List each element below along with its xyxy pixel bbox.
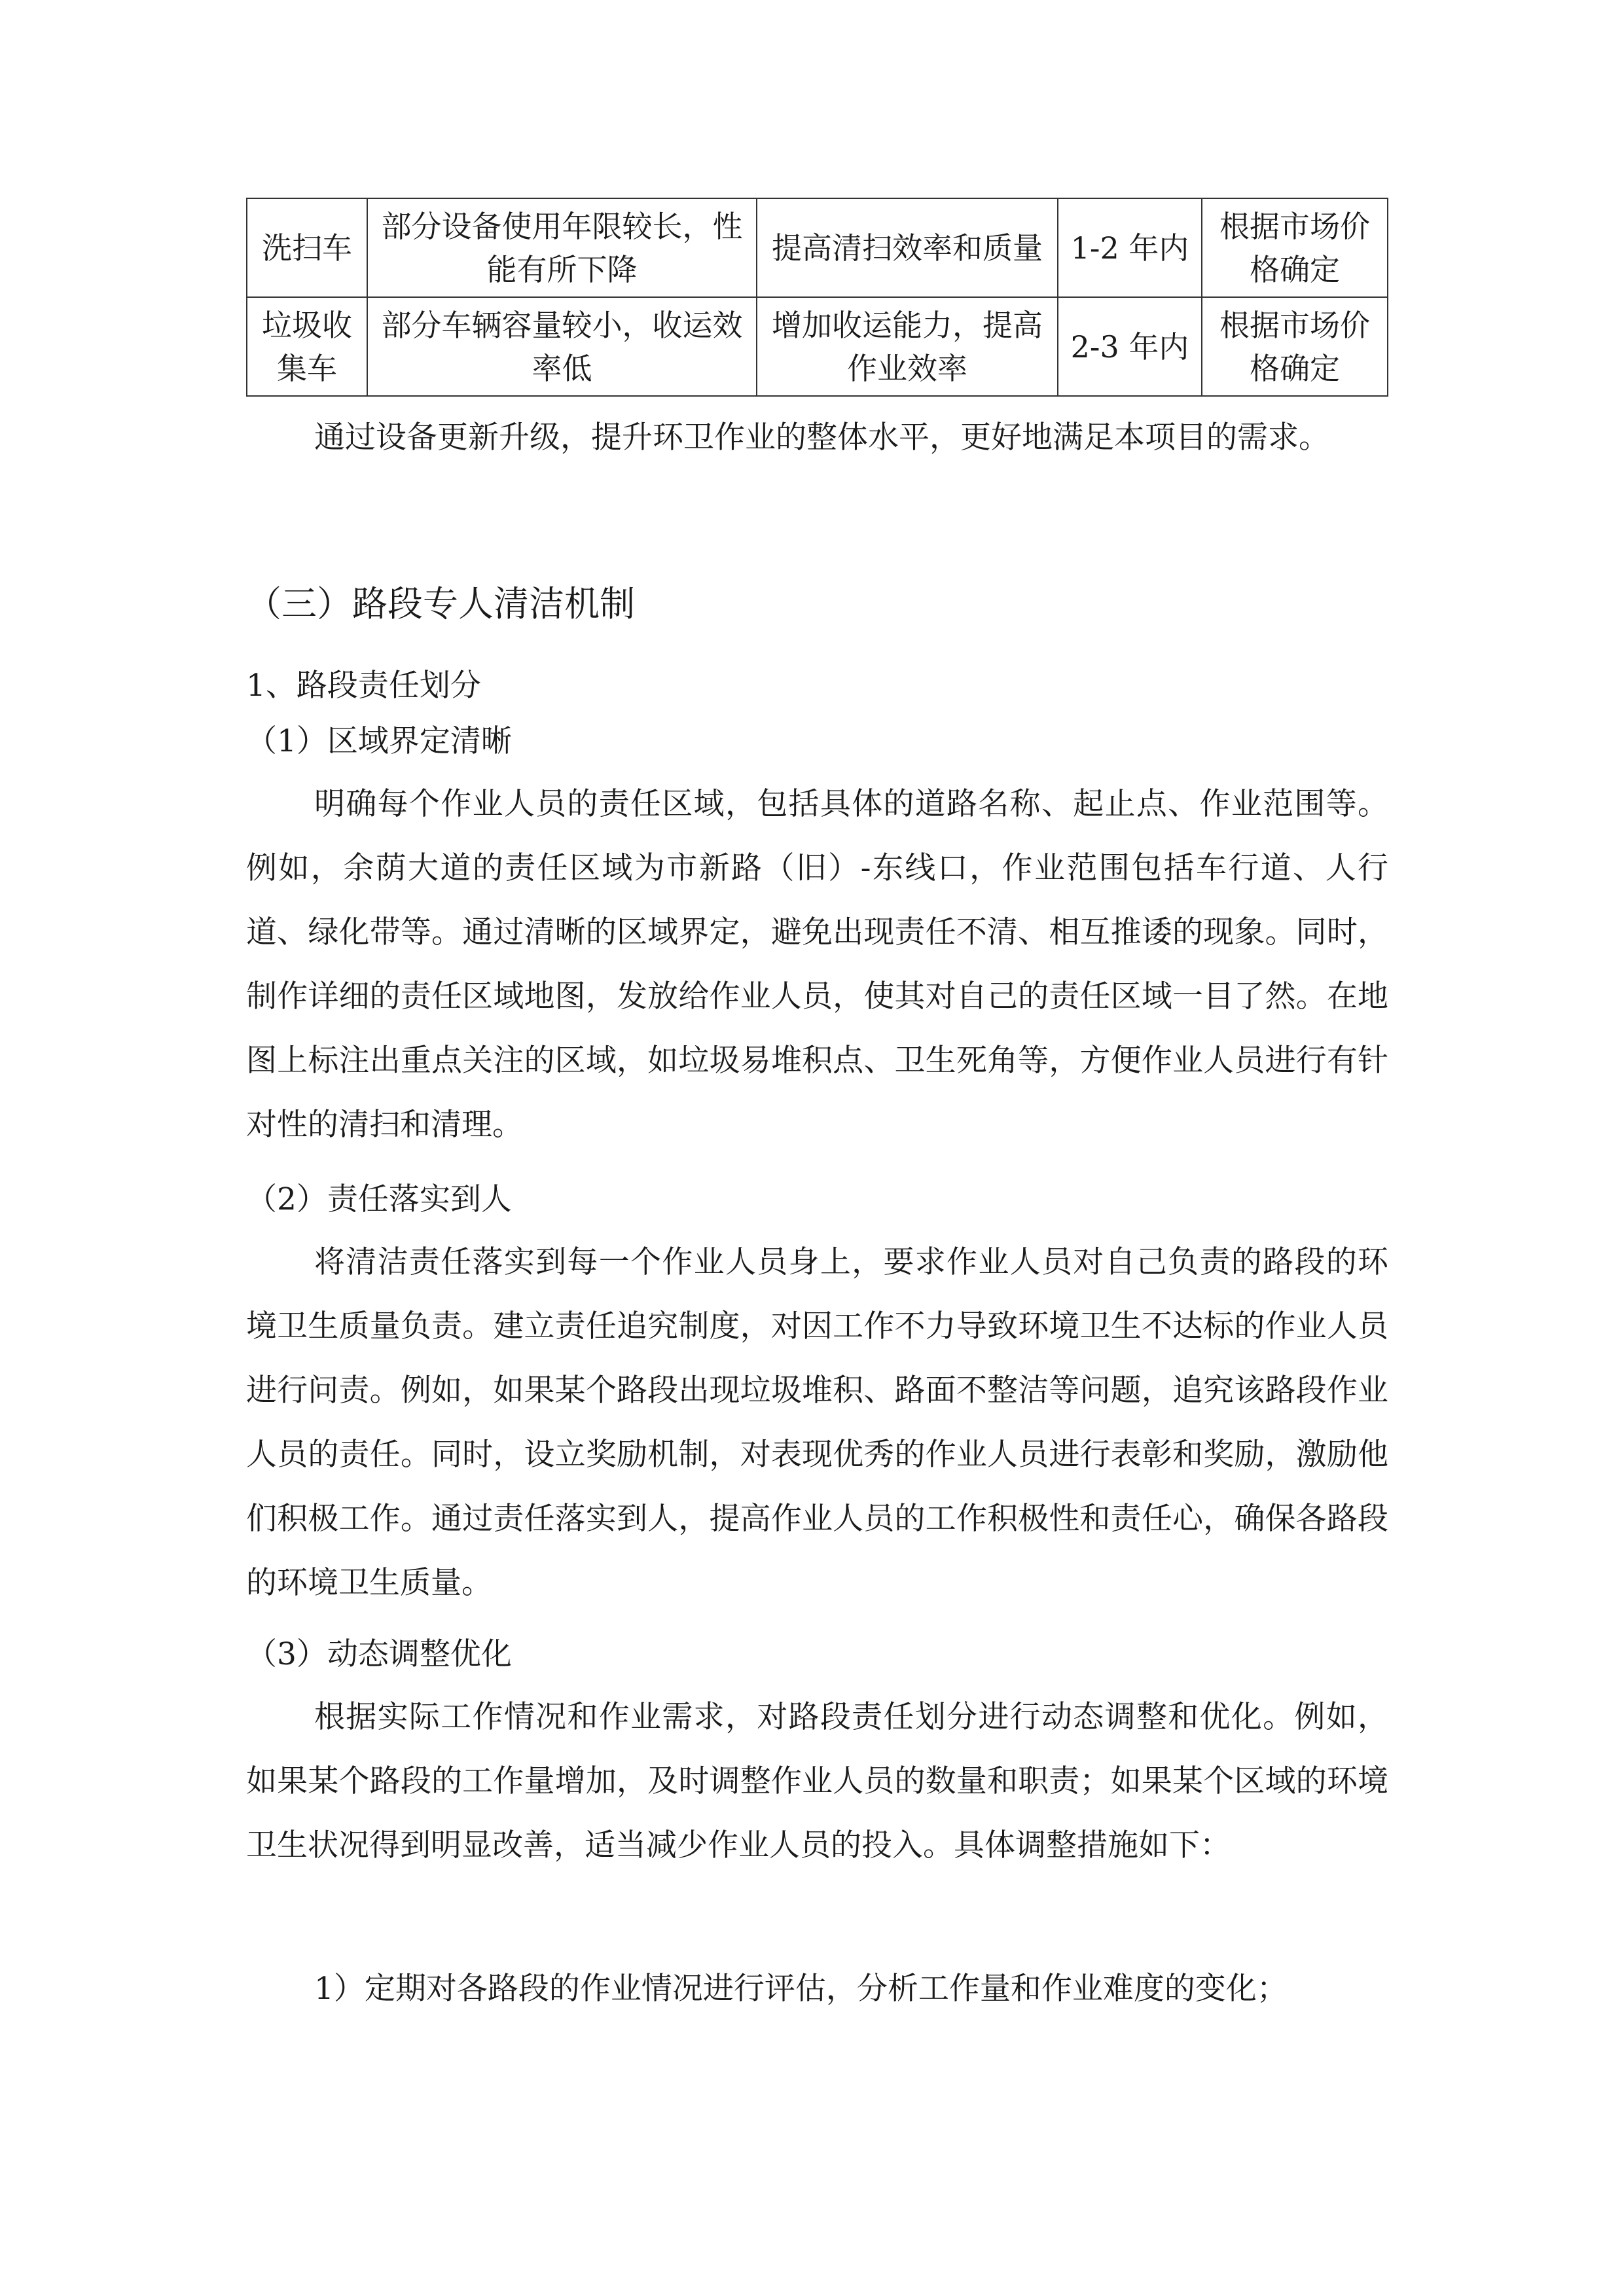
measure-item: 1）定期对各路段的作业情况进行评估，分析工作量和作业难度的变化； bbox=[314, 1971, 1288, 2007]
timeline-cell: 1-2 年内 bbox=[1058, 198, 1202, 297]
item-body: 根据实际工作情况和作业需求，对路段责任划分进行动态调整和优化。例如，如果某个路段的工作量增加，及时调整作业人员的数量和职责；如果某个区域的环境卫生状况得到明显改善，适当减少作业人员的投入。具体调整措施如下： bbox=[246, 1699, 1388, 1863]
summary-paragraph: 通过设备更新升级，提升环卫作业的整体水平，更好地满足本项目的需求。 bbox=[314, 420, 1329, 456]
timeline-cell: 2-3 年内 bbox=[1058, 297, 1202, 396]
budget-cell: 根据市场价格确定 bbox=[1202, 198, 1388, 297]
table-row bbox=[247, 297, 1388, 396]
item-body: 明确每个作业人员的责任区域，包括具体的道路名称、起止点、作业范围等。例如，余荫大道的责任区域为市新路（旧）-东线口，作业范围包括车行道、人行道、绿化带等。通过清晰的区域界定，避免出现责任不清、相互推诿的现象。同时，制作详细的责任区域地图，发放给作业人员，使其对自己的责任区域一目了然。在地图上标注出重点关注的区域，如垃圾易堆积点、卫生死角等，方便作业人员进行有针对性的清扫和清理。 bbox=[246, 786, 1388, 1143]
table-row bbox=[247, 198, 1388, 297]
equipment-cell: 垃圾收集车 bbox=[247, 297, 367, 396]
budget-cell: 根据市场价格确定 bbox=[1202, 297, 1388, 396]
item-title: （2）责任落实到人 bbox=[246, 1181, 512, 1217]
goal-cell: 提高清扫效率和质量 bbox=[757, 198, 1058, 297]
section-title: （三）路段专人清洁机制 bbox=[246, 583, 635, 624]
status-cell: 部分车辆容量较小，收运效率低 bbox=[367, 297, 757, 396]
subsection-title: 1、路段责任划分 bbox=[246, 668, 481, 704]
item-title: （1）区域界定清晰 bbox=[246, 723, 512, 759]
item-title: （3）动态调整优化 bbox=[246, 1636, 512, 1672]
goal-cell: 增加收运能力，提高作业效率 bbox=[757, 297, 1058, 396]
status-cell: 部分设备使用年限较长，性能有所下降 bbox=[367, 198, 757, 297]
equipment-upgrade-table bbox=[246, 198, 1388, 397]
item-body: 将清洁责任落实到每一个作业人员身上，要求作业人员对自己负责的路段的环境卫生质量负责。建立责任追究制度，对因工作不力导致环境卫生不达标的作业人员进行问责。例如，如果某个路段出现垃圾堆积、路面不整洁等问题，追究该路段作业人员的责任。同时，设立奖励机制，对表现优秀的作业人员进行表彰和奖励，激励他们积极工作。通过责任落实到人，提高作业人员的工作积极性和责任心，确保各路段的环境卫生质量。 bbox=[246, 1244, 1388, 1601]
equipment-cell: 洗扫车 bbox=[247, 198, 367, 297]
